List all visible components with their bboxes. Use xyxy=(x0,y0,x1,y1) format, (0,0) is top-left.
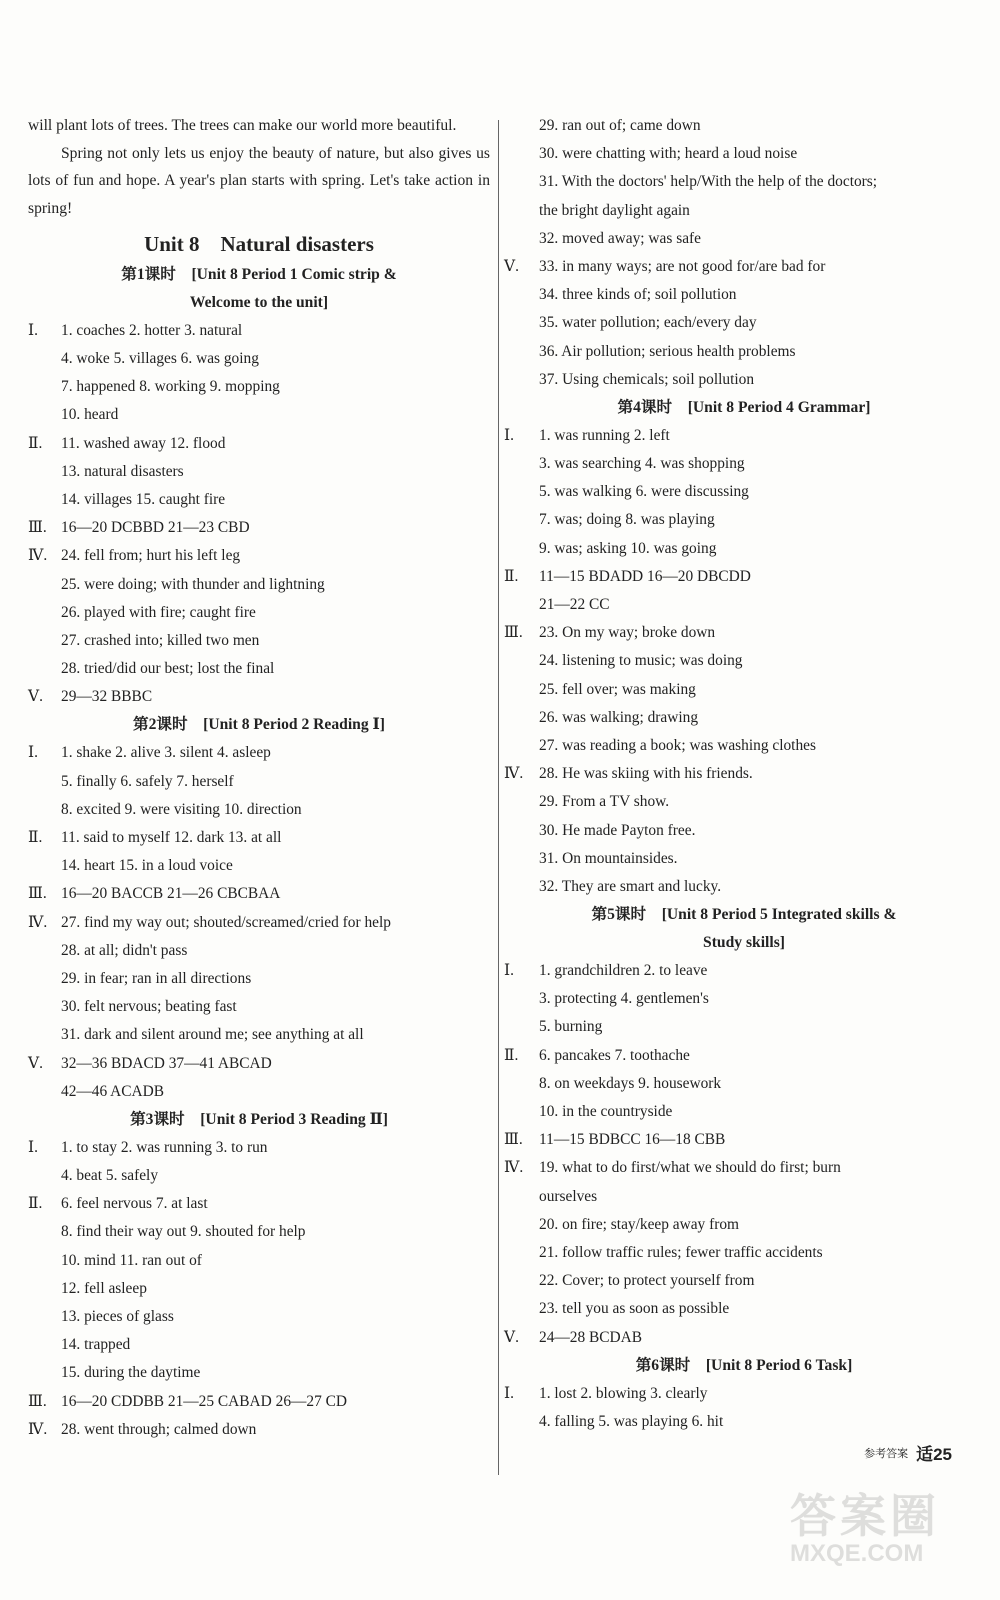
section-numeral: Ⅳ. xyxy=(28,913,48,931)
answer-text: 8. find their way out 9. shouted for help xyxy=(61,1223,306,1241)
watermark-url: MXQE.COM xyxy=(790,1540,924,1567)
answer-line xyxy=(28,909,490,937)
answer-line xyxy=(508,366,980,394)
answer-text: 4. falling 5. was playing 6. hit xyxy=(539,1412,724,1430)
answer-text: 22. Cover; to protect yourself from xyxy=(539,1272,755,1290)
answer-text: 29—32 BBBC xyxy=(61,688,153,706)
answer-text: 29. in fear; ran in all directions xyxy=(61,969,252,987)
page-footer xyxy=(864,1440,952,1465)
answer-text: 30. were chatting with; heard a loud noise xyxy=(539,145,798,163)
section-numeral: Ⅰ. xyxy=(28,744,38,762)
section-numeral: Ⅲ. xyxy=(28,885,47,903)
answer-line xyxy=(28,401,490,429)
answer-text: 11. washed away 12. flood xyxy=(61,434,226,452)
answer-line xyxy=(504,1126,980,1154)
answer-text: 25. were doing; with thunder and lightning xyxy=(61,575,325,593)
answer-line xyxy=(28,1050,490,1078)
answer-line xyxy=(508,845,980,873)
period-2-heading: 第2课时 [Unit 8 Period 2 Reading Ⅰ] xyxy=(132,716,386,734)
answer-text: 5. burning xyxy=(539,1018,603,1036)
answer-line xyxy=(28,373,490,401)
section-numeral: Ⅴ. xyxy=(28,688,43,706)
answer-text: 26. played with fire; caught fire xyxy=(61,603,256,621)
answer-text: 32—36 BDACD 37—41 ABCAD xyxy=(61,1054,272,1072)
answer-line xyxy=(508,647,980,675)
answer-text: 5. finally 6. safely 7. herself xyxy=(61,772,234,790)
answer-line xyxy=(28,1162,490,1190)
answer-line xyxy=(28,993,490,1021)
answer-line xyxy=(508,450,980,478)
answer-line xyxy=(508,478,980,506)
answer-text: 24—28 BCDAB xyxy=(539,1328,643,1346)
answer-line xyxy=(504,760,980,788)
answer-text: 35. water pollution; each/every day xyxy=(539,314,757,332)
answer-line xyxy=(508,1070,980,1098)
period-6-answers xyxy=(504,1380,980,1436)
section-numeral: Ⅱ. xyxy=(504,567,519,585)
column-divider xyxy=(498,120,499,1475)
answer-line xyxy=(28,1134,490,1162)
answer-text: 34. three kinds of; soil pollution xyxy=(539,286,737,304)
answer-text: 10. in the countryside xyxy=(539,1103,673,1120)
answer-text: 26. was walking; drawing xyxy=(539,708,699,726)
period-1-heading-cont: Welcome to the unit] xyxy=(189,293,329,311)
answer-line xyxy=(28,1331,490,1359)
section-numeral: Ⅰ. xyxy=(28,321,38,339)
answer-text: 23. tell you as soon as possible xyxy=(539,1300,730,1318)
answer-line xyxy=(28,880,490,908)
section-numeral: Ⅲ. xyxy=(504,1131,523,1149)
period-1-heading: 第1课时 [Unit 8 Period 1 Comic strip & xyxy=(121,265,397,283)
answer-line xyxy=(508,112,980,140)
section-numeral: Ⅱ. xyxy=(28,829,43,846)
section-numeral: Ⅰ. xyxy=(504,962,514,980)
section-numeral: Ⅴ. xyxy=(28,1054,43,1072)
answer-line xyxy=(508,1408,980,1436)
watermark-logo xyxy=(790,1480,980,1580)
answer-text: 3. was searching 4. was shopping xyxy=(539,455,745,473)
page-number: 适25 xyxy=(916,1445,952,1464)
section-numeral: Ⅲ. xyxy=(504,624,523,642)
period-6-heading: 第6课时 [Unit 8 Period 6 Task] xyxy=(635,1356,853,1374)
answer-text: 32. They are smart and lucky. xyxy=(539,877,722,895)
period-3-answers xyxy=(28,1134,490,1444)
answer-text: 11. said to myself 12. dark 13. at all xyxy=(61,829,282,846)
answer-line xyxy=(508,1183,980,1211)
unit-title: Unit 8 Natural disasters xyxy=(144,231,374,256)
answer-text: 14. trapped xyxy=(61,1336,131,1354)
answer-line xyxy=(508,873,980,901)
footer-label: 参考答案 xyxy=(864,1446,909,1460)
answer-line xyxy=(504,1380,980,1408)
answer-line xyxy=(28,1275,490,1303)
section-numeral: Ⅱ. xyxy=(28,434,43,452)
answer-text: 16—20 DCBBD 21—23 CBD xyxy=(61,519,250,537)
answer-line xyxy=(28,683,490,711)
answer-line xyxy=(508,1239,980,1267)
answer-line xyxy=(28,1359,490,1387)
answer-line xyxy=(508,1211,980,1239)
section-numeral: Ⅳ. xyxy=(28,1420,48,1438)
answer-line xyxy=(28,768,490,796)
answer-line xyxy=(28,965,490,993)
answer-line xyxy=(28,1078,490,1106)
period-1-answers xyxy=(28,317,490,712)
answer-line xyxy=(508,338,980,366)
answer-text: 32. moved away; was safe xyxy=(539,229,701,247)
answer-text: 29. ran out of; came down xyxy=(539,117,701,134)
answer-line xyxy=(28,739,490,767)
answer-text: 37. Using chemicals; soil pollution xyxy=(539,370,755,388)
answer-text: 1. grandchildren 2. to leave xyxy=(539,962,708,980)
answer-text: 12. fell asleep xyxy=(61,1279,147,1297)
answer-text: 25. fell over; was making xyxy=(539,680,696,698)
answer-line xyxy=(28,1388,490,1416)
answer-text: 7. happened 8. working 9. mopping xyxy=(61,378,280,396)
answer-text: 28. went through; calmed down xyxy=(61,1420,257,1438)
answer-text: 4. woke 5. villages 6. was going xyxy=(61,350,259,367)
answer-line xyxy=(508,535,980,563)
section-numeral: Ⅰ. xyxy=(504,1384,514,1402)
answer-line xyxy=(504,563,980,591)
answer-text: 10. heard xyxy=(61,406,119,424)
answer-line xyxy=(508,140,980,168)
answer-line xyxy=(28,542,490,570)
answer-text: 21—22 CC xyxy=(539,596,610,613)
answer-text: 20. on fire; stay/keep away from xyxy=(539,1215,740,1233)
section-numeral: Ⅲ. xyxy=(28,1392,47,1410)
answer-text: 31. On mountainsides. xyxy=(539,849,678,867)
answer-line xyxy=(508,788,980,816)
answer-text: 1. shake 2. alive 3. silent 4. asleep xyxy=(61,744,271,762)
answer-line xyxy=(504,619,980,647)
answer-text: 3. protecting 4. gentlemen's xyxy=(539,990,709,1008)
period-4-heading: 第4课时 [Unit 8 Period 4 Grammar] xyxy=(617,398,871,416)
answer-line xyxy=(28,458,490,486)
answer-text: 6. pancakes 7. toothache xyxy=(539,1046,690,1064)
answer-text: 24. listening to music; was doing xyxy=(539,652,743,670)
period-2-answers xyxy=(28,739,490,1105)
answer-text: 24. fell from; hurt his left leg xyxy=(61,547,241,565)
period-4-answers xyxy=(504,422,980,901)
answer-line xyxy=(28,655,490,683)
answer-line xyxy=(508,1295,980,1323)
answer-text: 16—20 BACCB 21—26 CBCBAA xyxy=(61,885,281,903)
answer-line xyxy=(508,1013,980,1041)
left-column xyxy=(28,112,490,1444)
answer-line xyxy=(508,1098,980,1126)
answer-line xyxy=(508,1267,980,1295)
answer-text: 21. follow traffic rules; fewer traffic accidents xyxy=(539,1243,823,1261)
answer-line xyxy=(28,1303,490,1331)
answer-text: ourselves xyxy=(539,1187,598,1205)
section-numeral: Ⅳ. xyxy=(504,765,524,783)
answer-line xyxy=(28,1021,490,1049)
answer-line xyxy=(508,168,980,196)
answer-text: 15. during the daytime xyxy=(61,1364,201,1382)
answer-text: 28. at all; didn't pass xyxy=(61,941,188,959)
answer-line xyxy=(28,852,490,880)
answer-line xyxy=(504,422,980,450)
period-5-answers xyxy=(504,957,980,1352)
answer-text: 9. was; asking 10. was going xyxy=(539,539,717,557)
answer-text: the bright daylight again xyxy=(539,201,690,219)
answer-text: 1. was running 2. left xyxy=(539,426,670,444)
answer-line xyxy=(28,824,490,852)
paragraph-continued: will plant lots of trees. The trees can make our world more beautiful. xyxy=(28,117,457,134)
answer-text: 29. From a TV show. xyxy=(539,793,670,811)
answer-line xyxy=(508,506,980,534)
answer-line xyxy=(504,957,980,985)
answer-text: 6. feel nervous 7. at last xyxy=(61,1195,208,1213)
answer-text: 1. to stay 2. was running 3. to run xyxy=(61,1138,268,1156)
section-numeral: Ⅱ. xyxy=(28,1195,43,1213)
answer-text: 10. mind 11. ran out of xyxy=(61,1251,202,1269)
answer-line xyxy=(508,197,980,225)
right-column xyxy=(504,112,980,1436)
answer-line xyxy=(508,676,980,704)
period-3-heading: 第3课时 [Unit 8 Period 3 Reading Ⅱ] xyxy=(130,1110,388,1128)
answer-text: 27. find my way out; shouted/screamed/cried for help xyxy=(61,913,391,931)
section-numeral: Ⅲ. xyxy=(28,519,47,537)
answer-text: 19. what to do first/what we should do first; burn xyxy=(539,1159,841,1177)
answer-text: 11—15 BDBCC 16—18 CBB xyxy=(539,1131,726,1149)
answer-line xyxy=(28,1190,490,1218)
answer-line xyxy=(28,345,490,373)
section-numeral: Ⅰ. xyxy=(28,1138,38,1156)
section-numeral: Ⅱ. xyxy=(504,1046,519,1064)
answer-text: 16—20 CDDBB 21—25 CABAD 26—27 CD xyxy=(61,1392,348,1410)
section-numeral: Ⅴ. xyxy=(504,257,519,275)
section-numeral: Ⅳ. xyxy=(28,547,48,565)
answer-text: 11—15 BDADD 16—20 DBCDD xyxy=(539,567,751,585)
answer-text: 13. natural disasters xyxy=(61,462,184,480)
answer-line xyxy=(504,253,980,281)
answer-line xyxy=(28,514,490,542)
answer-line xyxy=(508,704,980,732)
answer-text: 13. pieces of glass xyxy=(61,1308,174,1325)
answer-line xyxy=(508,309,980,337)
section-numeral: Ⅰ. xyxy=(504,426,514,444)
answer-line xyxy=(28,937,490,965)
answer-text: 8. on weekdays 9. housework xyxy=(539,1074,722,1092)
answer-text: 1. lost 2. blowing 3. clearly xyxy=(539,1384,708,1402)
answer-line xyxy=(504,1042,980,1070)
answer-text: 31. dark and silent around me; see anything at all xyxy=(61,1026,364,1044)
answer-line xyxy=(28,571,490,599)
answer-text: 14. heart 15. in a loud voice xyxy=(61,857,233,875)
answer-text: 28. He was skiing with his friends. xyxy=(539,765,753,783)
answer-text: 30. He made Payton free. xyxy=(539,821,696,839)
answer-text: 31. With the doctors' help/With the help of the doctors; xyxy=(539,173,878,191)
period-3-answers-cont xyxy=(504,112,980,394)
answer-line xyxy=(508,985,980,1013)
answer-line xyxy=(28,1416,490,1444)
answer-line xyxy=(508,281,980,309)
answer-text: 23. On my way; broke down xyxy=(539,624,716,642)
answer-text: 14. villages 15. caught fire xyxy=(61,490,226,508)
answer-line xyxy=(28,1218,490,1246)
answer-line xyxy=(508,591,980,619)
answer-line xyxy=(28,317,490,345)
watermark-text: 答案圈 xyxy=(790,1490,940,1542)
section-numeral: Ⅳ. xyxy=(504,1159,524,1177)
answer-text: 27. crashed into; killed two men xyxy=(61,631,260,649)
answer-text: 28. tried/did our best; lost the final xyxy=(61,660,275,678)
answer-line xyxy=(28,1247,490,1275)
answer-line xyxy=(504,1324,980,1352)
answer-line xyxy=(28,627,490,655)
answer-line xyxy=(28,599,490,627)
answer-line xyxy=(508,817,980,845)
answer-line xyxy=(508,225,980,253)
paragraph-spring: Spring not only lets us enjoy the beauty of nature, but also gives us lots of fun and hope. A year's plan starts with spring. Let's take action in spring! xyxy=(28,144,490,218)
answer-text: 30. felt nervous; beating fast xyxy=(61,998,237,1016)
period-5-heading-cont: Study skills] xyxy=(703,934,785,952)
answer-text: 4. beat 5. safely xyxy=(61,1167,159,1185)
answer-text: 7. was; doing 8. was playing xyxy=(539,511,715,529)
answer-text: 27. was reading a book; was washing clothes xyxy=(539,736,816,754)
answer-line xyxy=(28,796,490,824)
section-numeral: Ⅴ. xyxy=(504,1328,519,1346)
period-5-heading: 第5课时 [Unit 8 Period 5 Integrated skills & xyxy=(591,906,897,924)
answer-line xyxy=(28,486,490,514)
answer-text: 33. in many ways; are not good for/are bad for xyxy=(539,257,826,275)
answer-line xyxy=(28,430,490,458)
answer-text: 1. coaches 2. hotter 3. natural xyxy=(61,321,243,339)
answer-line xyxy=(508,732,980,760)
answer-text: 42—46 ACADB xyxy=(61,1082,165,1100)
answer-text: 8. excited 9. were visiting 10. direction xyxy=(61,800,302,818)
answer-text: 5. was walking 6. were discussing xyxy=(539,483,749,501)
answer-text: 36. Air pollution; serious health problems xyxy=(539,342,796,360)
answer-line xyxy=(504,1154,980,1182)
